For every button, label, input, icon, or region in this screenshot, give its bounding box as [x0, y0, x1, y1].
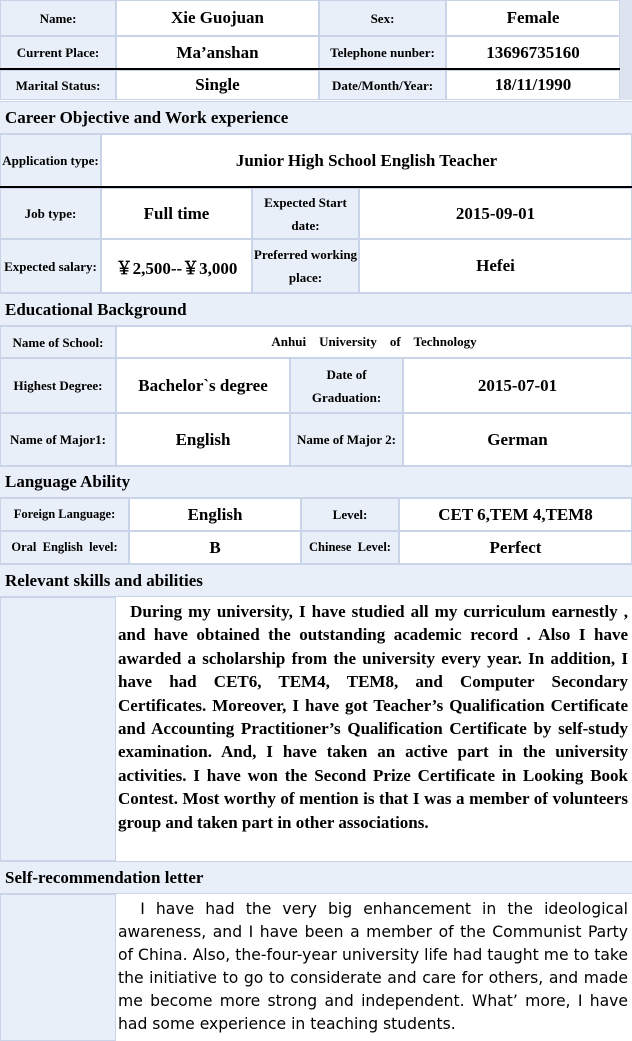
highest-degree-value: Bachelor`s degree	[116, 358, 290, 413]
current-place-label: Current Place:	[0, 36, 116, 69]
career-section-title: Career Objective and Work experience	[0, 101, 632, 134]
graduation-date-label: Date of Graduation:	[290, 358, 403, 413]
education-section-title: Educational Background	[0, 293, 632, 326]
letter-section-title: Self-recommendation letter	[0, 861, 632, 894]
level-value: CET 6,TEM 4,TEM8	[399, 498, 632, 531]
marital-status-value: Single	[116, 70, 319, 100]
application-type-label: Application type:	[0, 134, 101, 187]
start-date-value: 2015-09-01	[359, 188, 632, 239]
marital-status-label: Marital Status:	[0, 70, 116, 100]
skills-left-column	[0, 597, 116, 861]
language-section-title: Language Ability	[0, 466, 632, 498]
chinese-level-label: Chinese Level:	[301, 531, 399, 564]
scrollbar[interactable]	[620, 0, 632, 100]
salary-value: ￥2,500--￥3,000	[101, 239, 252, 293]
application-type-value: Junior High School English Teacher	[101, 134, 632, 187]
telephone-value: 13696735160	[446, 36, 620, 69]
oral-english-label: Oral English level:	[0, 531, 129, 564]
major2-label: Name of Major 2:	[290, 413, 403, 466]
job-type-value: Full time	[101, 188, 252, 239]
foreign-language-label: Foreign Language:	[0, 498, 129, 531]
current-place-value: Ma’anshan	[116, 36, 319, 69]
name-label: Name:	[0, 0, 116, 36]
school-value: Anhui University of Technology	[116, 326, 632, 358]
graduation-date-value: 2015-07-01	[403, 358, 632, 413]
sex-label: Sex:	[319, 0, 446, 36]
foreign-language-value: English	[129, 498, 301, 531]
skills-paragraph: During my university, I have studied all my curriculum earnestly , and have obtained the outstanding academic record . Also I have awarded a scholarship from the university every year. In addition, I have had CET6, TEM4, TEM8, and Computer Secondary Certificates. Moreover, I have got Teacher’s Qualification Certificate and Accounting Practitioner’s Qualification Certificate by self-study examination. And, I have taken an active part in the university activities. I have won the Second Prize Certificate in Looking Book Contest. Most worthy of mention is that I was a member of volunteers group and taken part in other associations.	[116, 600, 630, 860]
chinese-level-value: Perfect	[399, 531, 632, 564]
major2-value: German	[403, 413, 632, 466]
letter-paragraph: I have had the very big enhancement in the ideological awareness, and I have been a member of the Communist Party of China. Also, the-four-year university life had taught me to take the initiative to go to considerate and care for others, and made me become more strong and independent. What’ more, I have had some experience in teaching students.	[116, 898, 630, 1041]
sex-value: Female	[446, 0, 620, 36]
level-label: Level:	[301, 498, 399, 531]
oral-english-value: B	[129, 531, 301, 564]
salary-label: Expected salary:	[0, 239, 101, 293]
skills-section-title: Relevant skills and abilities	[0, 564, 632, 597]
working-place-label: Preferred working place:	[252, 239, 359, 293]
major1-value: English	[116, 413, 290, 466]
name-value: Xie Guojuan	[116, 0, 319, 36]
highest-degree-label: Highest Degree:	[0, 358, 116, 413]
birth-date-value: 18/11/1990	[446, 70, 620, 100]
telephone-label: Telephone nunber:	[319, 36, 446, 69]
job-type-label: Job type:	[0, 188, 101, 239]
major1-label: Name of Major1:	[0, 413, 116, 466]
school-label: Name of School:	[0, 326, 116, 358]
letter-left-column	[0, 894, 116, 1041]
working-place-value: Hefei	[359, 239, 632, 293]
birth-date-label: Date/Month/Year:	[319, 70, 446, 100]
start-date-label: Expected Start date:	[252, 188, 359, 239]
